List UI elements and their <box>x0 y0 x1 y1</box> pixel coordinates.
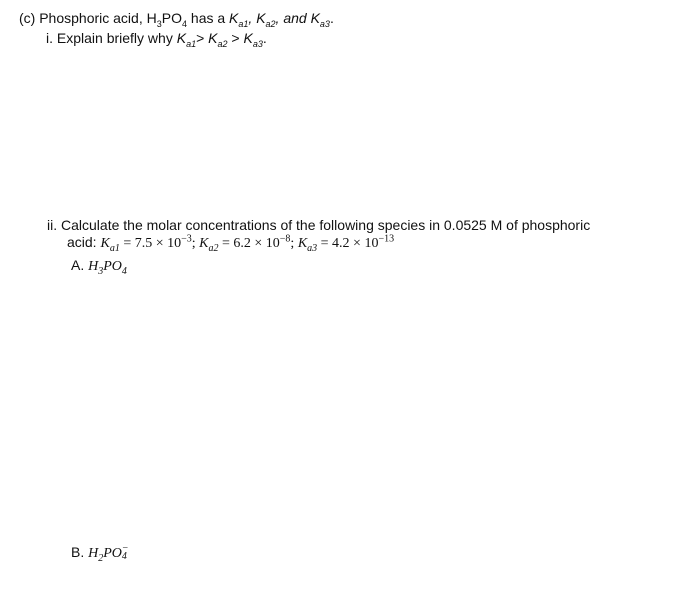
species-a-line <box>71 256 127 276</box>
species-b-label: B. <box>71 544 85 560</box>
phosphoric-acid-formula: $H_3PO_4$ <box>146 10 188 29</box>
ka3-symbol: $K_{a3}$ <box>243 30 263 49</box>
dissociation-constants <box>100 233 395 254</box>
ka1-symbol: $K_{a1}$ <box>229 10 249 29</box>
question-ii-line <box>47 216 590 234</box>
species-b-formula: $H_2PO$ − 4 <box>88 543 129 564</box>
ka2-symbol: $K_{a2}$ <box>256 10 276 29</box>
acid-constants-line <box>67 233 394 253</box>
question-ii-text: Calculate the molar concentrations of the following species in 0.0525 M of phosphoric <box>61 217 591 233</box>
ka3-constant: $K_{a3} = 4.2 \times 10^{-13}$ <box>297 233 395 254</box>
question-ii-label: ii. <box>47 217 58 233</box>
question-i-text: Explain briefly why <box>56 30 177 46</box>
species-a-formula: $H_3PO_4$ <box>88 259 127 277</box>
question-i-label: i. <box>46 30 53 46</box>
ka2-symbol: $K_{a2}$ <box>208 30 228 49</box>
ka1-symbol: $K_{a1}$ <box>176 30 197 49</box>
question-c-line: (c) Phosphoric acid, $H_3PO_4$ has a $K_{a1}$, $K_{a2}$, and $K_{a3}$. <box>19 10 334 29</box>
question-c-label: (c) <box>19 10 36 26</box>
question-c-intro: Phosphoric acid, <box>39 10 147 26</box>
species-b-line <box>71 543 129 563</box>
question-i-line: i. Explain briefly why $K_{a1}> K_{a2} > K_{a3}$. <box>46 30 267 49</box>
ka1-constant: $K_{a1} = 7.5 \times 10^{-3}$; <box>100 233 200 254</box>
ka3-symbol: $K_{a3}$ <box>310 10 330 29</box>
ka2-constant: $K_{a2} = 6.2 \times 10^{-8}$; <box>199 233 298 254</box>
species-a-label: A. <box>71 257 85 273</box>
acid-label: acid: <box>67 234 97 250</box>
